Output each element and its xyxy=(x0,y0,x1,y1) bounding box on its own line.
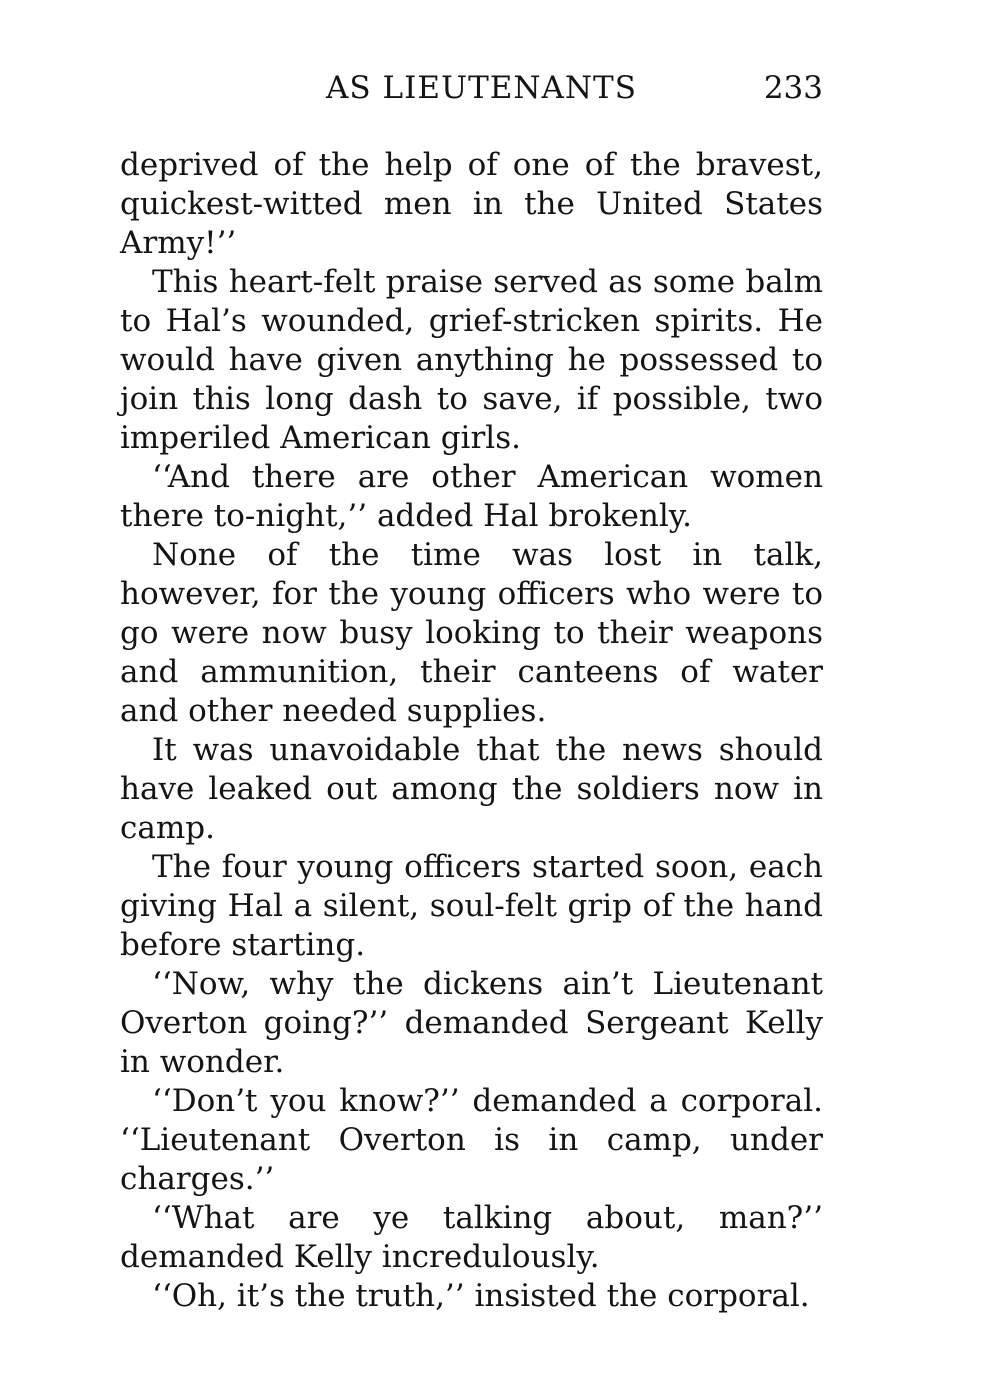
paragraph: This heart-felt praise served as some balm to Hal’s wounded, grief-stricken spirits. He would have given anything he possessed to join this long dash to save, if possible, two imperiled American girls. xyxy=(120,264,823,456)
paragraph: ‘‘Don’t you know?’’ demanded a corporal. ‘‘Lieutenant Overton is in camp, under charges.’’ xyxy=(120,1083,823,1197)
page-header xyxy=(120,66,823,110)
paragraph: ‘‘What are ye talking about, man?’’ demanded Kelly incredulously. xyxy=(120,1200,823,1275)
paragraph: It was unavoidable that the news should have leaked out among the soldiers now in camp. xyxy=(120,732,823,846)
running-title: AS LIEUTENANTS xyxy=(326,70,637,106)
page-number: 233 xyxy=(763,70,823,106)
body-text xyxy=(120,146,823,1316)
paragraph: ‘‘And there are other American women there to-night,’’ added Hal brokenly. xyxy=(120,459,823,534)
paragraph: ‘‘Now, why the dickens ain’t Lieutenant Overton going?’’ demanded Sergeant Kelly in wonder. xyxy=(120,966,823,1080)
paragraph: The four young officers started soon, each giving Hal a silent, soul-felt grip of the hand before starting. xyxy=(120,849,823,963)
paragraph: ‘‘Oh, it’s the truth,’’ insisted the corporal. xyxy=(152,1278,810,1314)
paragraph: deprived of the help of one of the bravest, quickest-witted men in the United States Army!’’ xyxy=(120,147,823,261)
paragraph: None of the time was lost in talk, however, for the young officers who were to go were now busy looking to their weapons and ammunition, their canteens of water and other needed supplies. xyxy=(120,537,823,729)
